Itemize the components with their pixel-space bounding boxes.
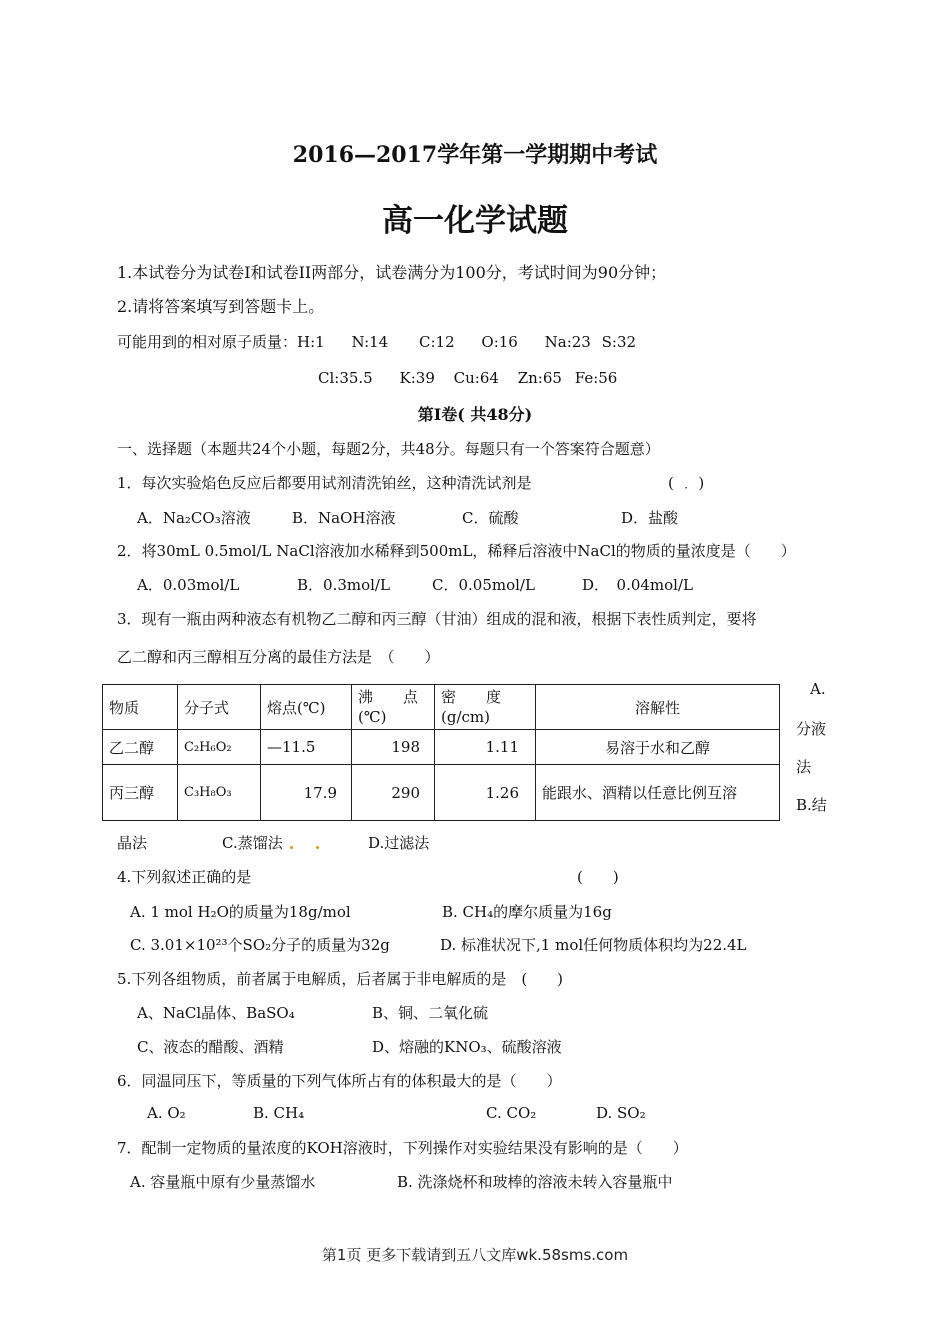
exam-title: 2016—2017学年第一学期期中考试 [292, 142, 658, 168]
table-cell: C₃H₈O₃ [178, 765, 261, 821]
decorative-dot [290, 846, 293, 849]
table-row [103, 765, 780, 821]
q1-answer-paren: ( ﹒ ) [668, 474, 705, 492]
q1-stem: 1．每次实验焰色反应后都要用试剂清洗铂丝，这种清洗试剂是 [117, 474, 532, 492]
q4-answer-paren: ( ) [577, 868, 619, 886]
q3-option-b-tail: 晶法 [117, 834, 148, 852]
table-cell: 易溶于水和乙醇 [536, 730, 780, 765]
q3-side-option-a-text-2: 法 [796, 758, 812, 776]
atomic-mass-c: C:12 [419, 333, 455, 351]
q4-option-d: D. 标准状况下,1 mol任何物质体积均为22.4L [440, 936, 747, 954]
q2-option-b: B．0.3mol/L [297, 576, 390, 594]
q1-option-b: B．NaOH溶液 [292, 509, 396, 527]
q5-option-d: D、熔融的KNO₃、硫酸溶液 [372, 1038, 562, 1056]
q6-option-b: B. CH₄ [253, 1104, 305, 1122]
q4-stem: 4.下列叙述正确的是 [117, 868, 252, 886]
q3-stem-line-2: 乙二醇和丙三醇相互分离的最佳方法是 （ ） [117, 648, 440, 666]
decorative-dot [316, 846, 319, 849]
atomic-mass-o: O:16 [481, 333, 518, 351]
table-cell: 乙二醇 [103, 730, 178, 765]
density-label: 密 度 [441, 688, 502, 706]
table-cell: 290 [352, 765, 435, 821]
q3-side-option-a-text-1: 分液 [796, 720, 827, 738]
table-header-cell: 熔点(℃) [261, 685, 352, 730]
q2-option-d: D． 0.04mol/L [582, 576, 693, 594]
atomic-mass-n: N:14 [351, 333, 389, 351]
q5-option-a: A、NaCl晶体、BaSO₄ [137, 1004, 295, 1022]
q6-option-c: C. CO₂ [486, 1104, 537, 1122]
atomic-mass-cl: Cl:35.5 [318, 369, 373, 387]
q3-side-option-b: B.结 [796, 796, 827, 814]
boiling-point-label: 沸 点 [358, 688, 419, 706]
table-cell: 能跟水、酒精以任意比例互溶 [536, 765, 780, 821]
q3-option-c: C.蒸馏法 [222, 834, 283, 852]
atomic-mass-k: K:39 [399, 369, 435, 387]
section-title: 第Ⅰ卷( 共48分) [417, 405, 533, 424]
q2-option-a: A．0.03mol/L [137, 576, 240, 594]
instruction-1: 1.本试卷分为试卷Ⅰ和试卷II两部分，试卷满分为100分，考试时间为90分钟； [117, 263, 667, 282]
table-cell: C₂H₆O₂ [178, 730, 261, 765]
q2-option-c: C．0.05mol/L [432, 576, 535, 594]
table-header-cell [435, 685, 536, 730]
page-footer: 第1页 更多下载请到五八文库wk.58sms.com [321, 1246, 629, 1264]
table-header-cell [352, 685, 435, 730]
q6-option-d: D. SO₂ [596, 1104, 646, 1122]
table-row [103, 730, 780, 765]
q7-option-a: A. 容量瓶中原有少量蒸馏水 [130, 1173, 316, 1191]
table-cell: 1.11 [435, 730, 536, 765]
q7-option-b: B. 洗涤烧杯和玻棒的溶液未转入容量瓶中 [397, 1173, 673, 1191]
q3-stem-line-1: 3．现有一瓶由两种液态有机物乙二醇和丙三醇（甘油）组成的混和液，根据下表性质判定，要将 [117, 610, 757, 628]
instruction-2: 2.请将答案填写到答题卡上。 [117, 297, 325, 316]
atomic-mass-line-2 [318, 369, 617, 387]
q7-stem: 7．配制一定物质的量浓度的KOH溶液时，下列操作对实验结果没有影响的是（ ） [117, 1139, 688, 1157]
exam-subject: 高一化学试题 [382, 203, 568, 239]
q2-stem: 2．将30mL 0.5mol/L NaCl溶液加水稀释到500mL，稀释后溶液中NaCl的物质的量浓度是（ ） [117, 542, 796, 560]
q1-option-d: D．盐酸 [621, 509, 679, 527]
q5-option-b: B、铜、二氧化硫 [372, 1004, 489, 1022]
table-cell: 198 [352, 730, 435, 765]
table-cell: 丙三醇 [103, 765, 178, 821]
q5-option-c: C、液态的醋酸、酒精 [137, 1038, 284, 1056]
table-cell: —11.5 [261, 730, 352, 765]
section-heading: 一、选择题（本题共24个小题，每题2分，共48分。每题只有一个答案符合题意） [117, 440, 660, 458]
atomic-mass-fe: Fe:56 [574, 369, 618, 387]
boiling-point-unit: (℃) [358, 708, 387, 726]
table-cell: 1.26 [435, 765, 536, 821]
q4-option-a: A. 1 mol H₂O的质量为18g/mol [130, 903, 351, 921]
table-header-row [103, 685, 780, 730]
table-cell: 17.9 [261, 765, 352, 821]
atomic-mass-label: 可能用到的相对原子质量： [117, 333, 298, 351]
density-unit: (g/cm) [441, 708, 490, 726]
atomic-mass-s: S:32 [601, 333, 637, 351]
atomic-mass-cu: Cu:64 [453, 369, 499, 387]
q6-stem: 6．同温同压下，等质量的下列气体所占有的体积最大的是（ ） [117, 1072, 562, 1090]
q6-option-a: A. O₂ [147, 1104, 186, 1122]
q5-stem: 5.下列各组物质，前者属于电解质，后者属于非电解质的是 ( ) [117, 970, 564, 988]
q3-option-d: D.过滤法 [368, 834, 430, 852]
table-header-cell: 物质 [103, 685, 178, 730]
atomic-mass-zn: Zn:65 [517, 369, 562, 387]
atomic-mass-line-1 [117, 331, 636, 352]
atomic-mass-na: Na:23 [544, 333, 591, 351]
q1-option-a: A．Na₂CO₃溶液 [137, 509, 251, 527]
atomic-mass-h: H:1 [297, 333, 325, 351]
q4-option-c: C. 3.01×10²³个SO₂分子的质量为32g [130, 936, 390, 954]
q4-option-b: B. CH₄的摩尔质量为16g [442, 903, 612, 921]
q3-side-option-a: A. [810, 680, 826, 698]
table-header-cell: 溶解性 [536, 685, 780, 730]
q1-option-c: C．硫酸 [462, 509, 519, 527]
properties-table [102, 684, 780, 821]
table-header-cell: 分子式 [178, 685, 261, 730]
